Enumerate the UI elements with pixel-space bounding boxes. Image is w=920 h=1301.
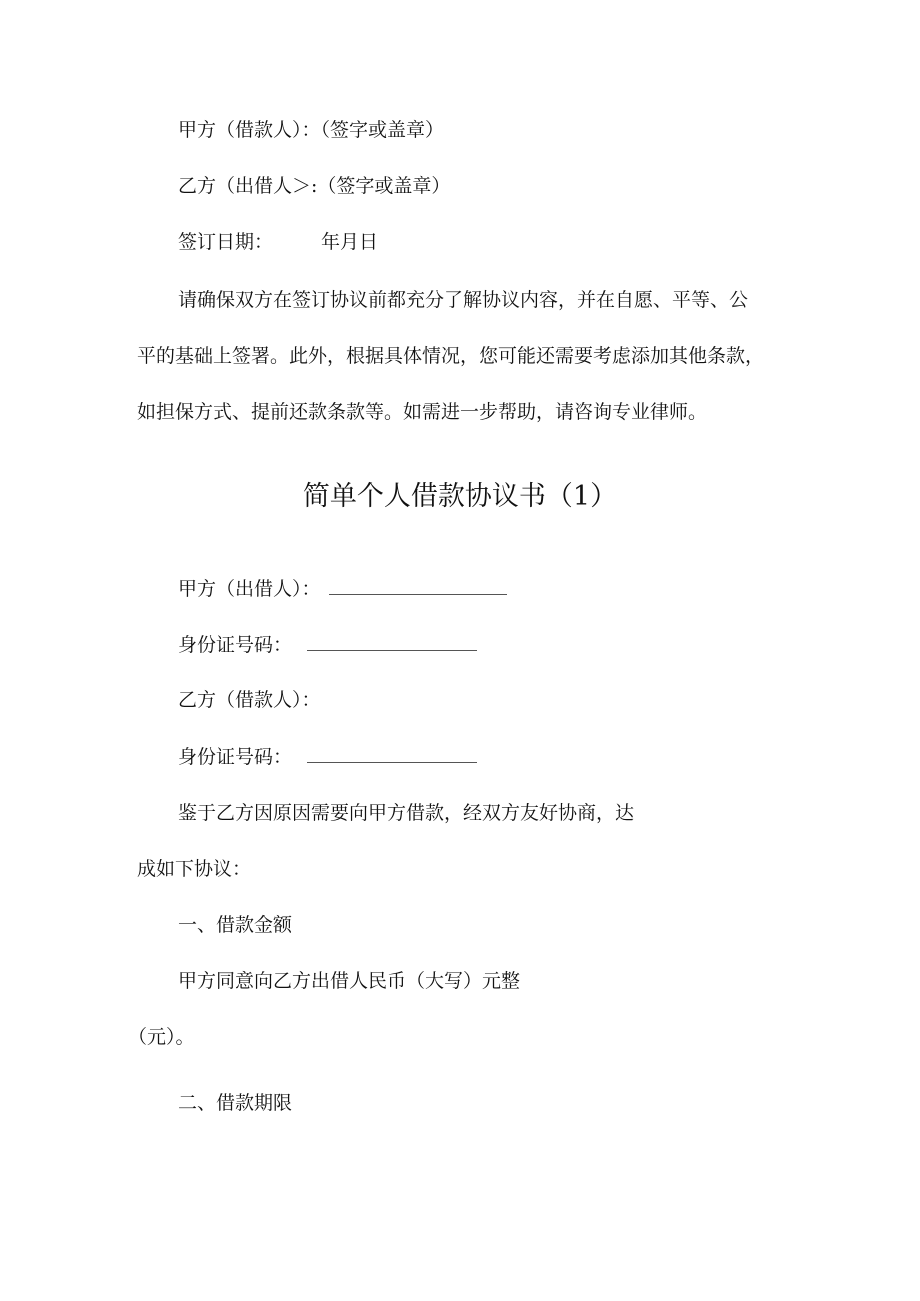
borrower-id-line	[178, 744, 477, 769]
preamble-line-2: 成如下协议：	[137, 858, 252, 880]
section-1-line-2: （元）。	[128, 1026, 195, 1048]
lender-name-blank	[329, 576, 507, 595]
borrower-id-label: 身份证号码：	[178, 746, 293, 768]
section-2-heading: 二、借款期限	[178, 1092, 293, 1114]
signing-date-value: 年月日	[321, 231, 379, 253]
lender-line	[178, 576, 507, 601]
section-1-heading: 一、借款金额	[178, 914, 293, 936]
notice-paragraph-line-2: 平的基础上签署。此外，根据具体情况，您可能还需要考虑添加其他条款，	[137, 345, 765, 367]
borrower-id-blank	[307, 744, 477, 763]
party-b-signature-line: 乙方（出借人＞:（签字或盖章）	[178, 175, 451, 197]
signing-date-line	[178, 230, 378, 254]
party-a-signature-line: 甲方（借款人）：（签字或盖章）	[178, 119, 445, 141]
lender-id-line	[178, 632, 477, 657]
preamble-line-1: 鉴于乙方因原因需要向甲方借款，经双方友好协商，达	[178, 802, 635, 824]
signing-date-label: 签订日期：	[178, 231, 274, 253]
lender-id-blank	[307, 632, 477, 651]
document-title: 简单个人借款协议书（1）	[302, 481, 618, 512]
notice-paragraph-line-1: 请确保双方在签订协议前都充分了解协议内容，并在自愿、平等、公	[178, 289, 749, 311]
lender-id-label: 身份证号码：	[178, 634, 293, 656]
lender-label: 甲方（出借人）：	[178, 578, 321, 600]
notice-paragraph-line-3: 如担保方式、提前还款条款等。如需进一步帮助，请咨询专业律师。	[137, 401, 708, 423]
borrower-line: 乙方（借款人）：	[178, 689, 321, 711]
section-1-line-1: 甲方同意向乙方出借人民币（大写）元整	[178, 970, 521, 992]
